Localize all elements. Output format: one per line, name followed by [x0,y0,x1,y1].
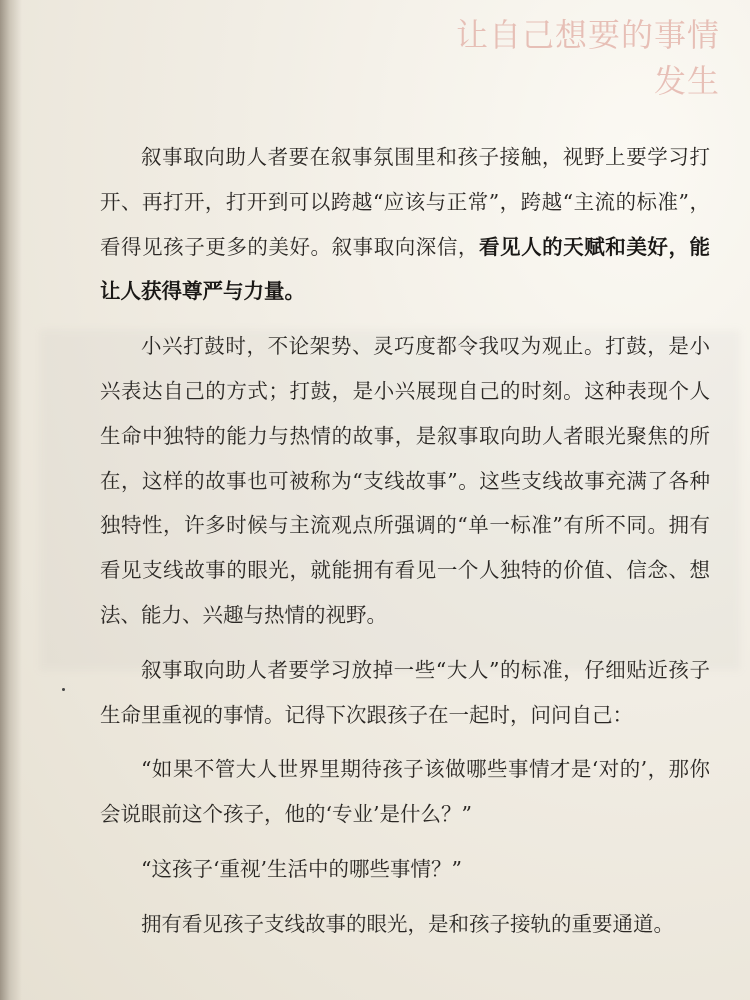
paragraph-1-bold-text: 看见人的天赋和美好，能让人获得尊严与力量。 [100,234,711,304]
paragraph-2: 小兴打鼓时，不论架势、灵巧度都令我叹为观止。打鼓，是小兴表达自己的方式；打鼓，是小兴展现自己的时刻。这种表现个人生命中独特的能力与热情的故事，是叙事取向助人者眼光聚焦的所在，这样的故事也可被称为“支线故事”。这些支线故事充满了各种独特性，许多时候与主流观点所强调的“单一标准”有所不同。拥有看见支线故事的眼光，就能拥有看见一个人独特的价值、信念、想法、能力、兴趣与热情的视野。 [100,334,710,627]
running-section-title [360,12,720,104]
section-title-line-2: 发生 [653,62,720,100]
paragraph-3: 叙事取向助人者要学习放掉一些“大人”的标准，仔细贴近孩子生命里重视的事情。记得下次跟孩子在一起时，问问自己： [100,657,710,727]
paragraph-1 [100,135,710,314]
paragraph-4-quote: “如果不管大人世界里期待孩子该做哪些事情才是‘对的’，那你会说眼前这个孩子，他的‘专业’是什么？” [100,757,710,827]
body-text [100,135,710,957]
binding-gutter-shadow [0,0,22,1000]
paragraph-5-quote: “这孩子‘重视’生活中的哪些事情？” [141,856,462,881]
paragraph-1-text: 叙事取向助人者要在叙事氛围里和孩子接触，视野上要学习打开、再打开，打开到可以跨越“应该与正常”，跨越“主流的标准”，看得见孩子更多的美好。叙事取向深信， [100,145,710,259]
section-title-line-1: 让自己想要的事情 [455,16,720,54]
margin-dot [62,688,65,691]
paragraph-6: 拥有看见孩子支线故事的眼光，是和孩子接轨的重要通道。 [141,911,674,936]
